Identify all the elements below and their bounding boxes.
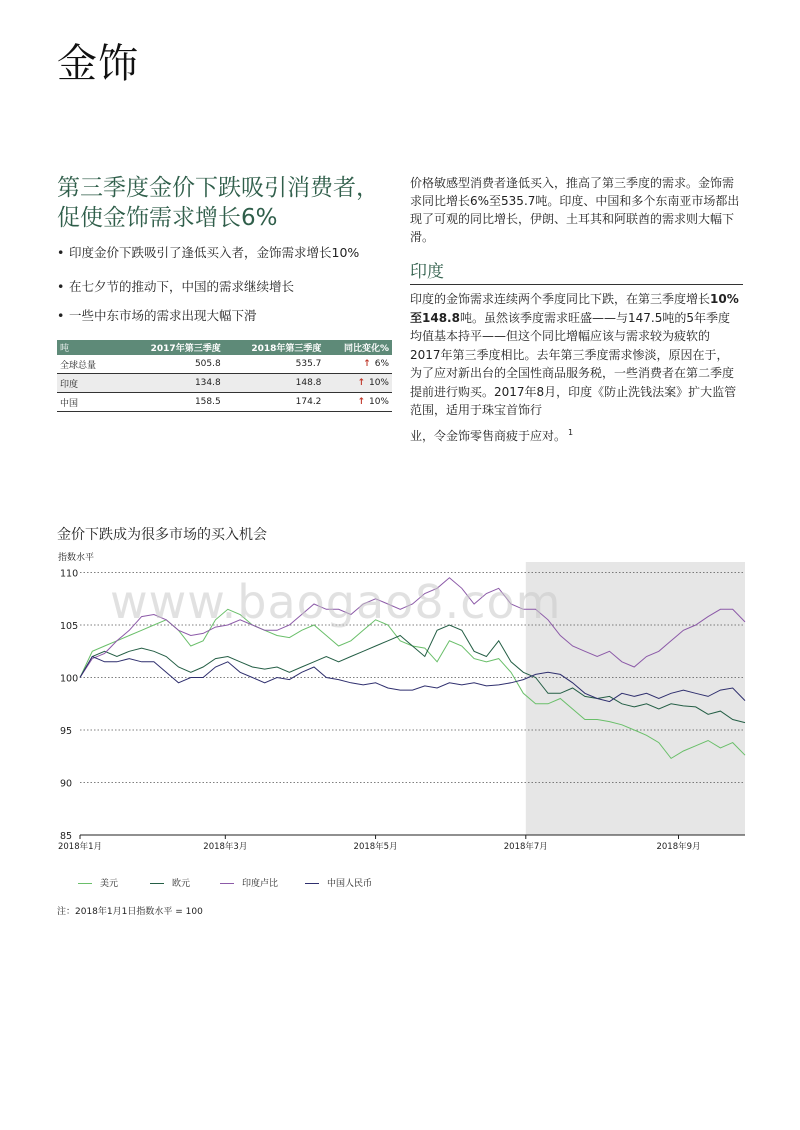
legend-label: 中国人民币: [327, 879, 373, 889]
india-paragraph-end: [410, 427, 573, 444]
up-arrow-icon: ↑: [357, 378, 365, 388]
header-unit: 吨: [57, 340, 123, 355]
table-row: [57, 355, 392, 374]
y-tick-label: 105: [60, 621, 79, 632]
india-text-start: 印度的金饰需求连续两个季度同比下跌，在第三季度增长: [410, 292, 711, 306]
table-row: [57, 393, 392, 412]
change-value: 6%: [374, 359, 389, 369]
heading-divider: [410, 284, 743, 285]
chart-title: 金价下跌成为很多市场的买入机会: [57, 527, 267, 543]
x-tick-label: 2018年3月: [203, 842, 248, 852]
section-headline: 第三季度金价下跌吸引消费者，促使金饰需求增长6%: [57, 175, 379, 231]
legend-item-inr: [220, 876, 278, 889]
footnote-ref: 1: [568, 428, 574, 437]
change-value: 10%: [368, 378, 389, 388]
row-label: 印度: [57, 374, 123, 393]
india-text-end: 业，令金饰零售商疲于应对。: [410, 429, 567, 443]
legend-label: 欧元: [172, 879, 191, 889]
legend-label: 美元: [100, 879, 119, 889]
chart-note: 注：2018年1月1日指数水平 = 100: [57, 907, 203, 917]
bullet-item: • 印度金价下跌吸引了逢低买入者，金饰需求增长10%: [57, 245, 360, 260]
cell-q3-2017: 158.5: [123, 393, 224, 412]
x-tick-label: 2018年1月: [57, 842, 103, 852]
india-text-bold: 10%至148.8: [410, 292, 739, 325]
cell-q3-2017: 134.8: [123, 374, 224, 393]
y-tick-label: 100: [60, 673, 79, 685]
row-label: 全球总量: [57, 355, 123, 374]
header-q3-2017: 2017年第三季度: [123, 340, 224, 355]
intro-paragraph: 价格敏感型消费者逢低买入，推高了第三季度的需求。金饰需求同比增长6%至535.7吨。印度、中国和多个东南亚市场都出现了可观的同比增长，伊朗、土耳其和阿联酋的需求则大幅下滑。: [410, 176, 740, 244]
page-title: 金饰: [57, 41, 139, 87]
bullet-text: 印度金价下跌吸引了逢低买入者，金饰需求增长10%: [69, 245, 360, 260]
cell-q3-2017: 505.8: [123, 355, 224, 374]
legend-swatch: [78, 883, 92, 884]
legend-label: 印度卢比: [242, 879, 279, 889]
legend-item-usd: [78, 876, 118, 889]
x-tick-label: 2018年9月: [656, 842, 701, 852]
india-paragraph: [410, 290, 740, 420]
header-q3-2018: 2018年第三季度: [224, 340, 325, 355]
cell-change: [324, 374, 392, 393]
cell-q3-2018: 148.8: [224, 374, 325, 393]
header-change: 同比变化%: [324, 340, 392, 355]
legend-item-cny: [305, 876, 372, 889]
table-header-row: [57, 340, 392, 355]
up-arrow-icon: ↑: [363, 359, 371, 369]
table-row: [57, 374, 392, 393]
bullet-text: 一些中东市场的需求出现大幅下滑: [69, 308, 257, 323]
legend-item-eur: [150, 876, 190, 889]
y-tick-label: 90: [60, 778, 73, 790]
cell-change: [324, 393, 392, 412]
watermark: www.baogao8.com: [110, 575, 562, 629]
y-tick-label: 85: [60, 831, 73, 842]
india-heading: 印度: [410, 262, 444, 282]
cell-q3-2018: 535.7: [224, 355, 325, 374]
demand-table: [57, 340, 392, 412]
cell-change: [324, 355, 392, 374]
cell-q3-2018: 174.2: [224, 393, 325, 412]
change-value: 10%: [368, 397, 389, 407]
y-axis-label: 指数水平: [58, 553, 95, 563]
bullet-item: • 在七夕节的推动下，中国的需求继续增长: [57, 279, 295, 294]
x-tick-label: 2018年5月: [353, 842, 398, 852]
y-tick-label: 95: [60, 726, 73, 737]
legend-swatch: [150, 883, 164, 884]
y-tick-label: 110: [60, 568, 79, 580]
india-text-rest: 吨。虽然该季度需求旺盛——与147.5吨的5年季度均值基本持平——但这个同比增幅应该与需求较为疲软的2017年第三季度相比。去年第三季度需求惨淡，原因在于，为了应对新出台的全国性商品服务税，一些消费者在第二季度提前进行购买。2017年8月，印度《防止洗钱法案》扩大监管范围，适用于珠宝首饰行: [410, 310, 737, 417]
x-tick-label: 2018年7月: [503, 842, 548, 852]
up-arrow-icon: ↑: [357, 397, 365, 407]
legend-swatch: [305, 883, 319, 884]
legend-swatch: [220, 883, 234, 884]
row-label: 中国: [57, 393, 123, 412]
bullet-text: 在七夕节的推动下，中国的需求继续增长: [69, 279, 295, 294]
bullet-item: • 一些中东市场的需求出现大幅下滑: [57, 308, 257, 323]
